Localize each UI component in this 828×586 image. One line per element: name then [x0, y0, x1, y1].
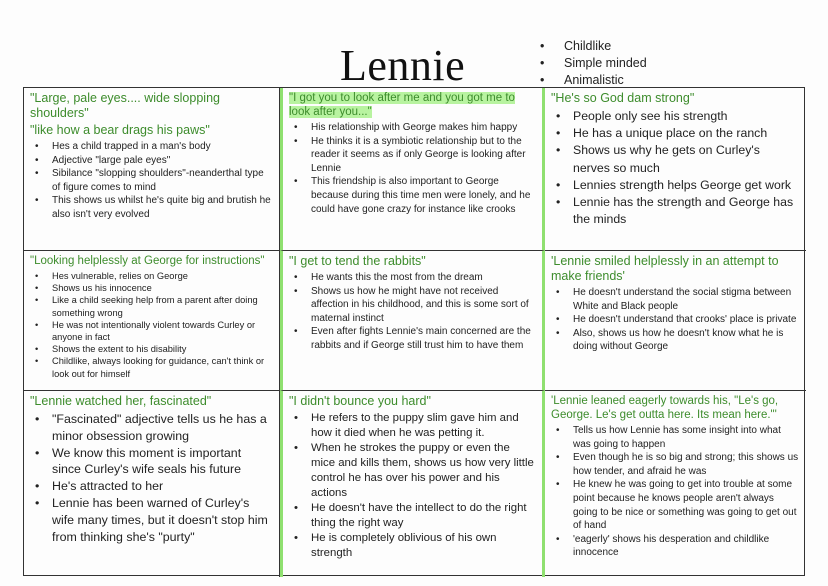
list-item: • Shows the extent to his disability [30, 343, 273, 355]
list-item: • We know this moment is important since Curley's wife seals his future [30, 445, 273, 479]
list-item: • Shows us how he might have not received affection in his childhood, and this is some sort of maternal instinct [289, 285, 536, 326]
list-item: • Lennies strength helps George get work [551, 177, 800, 194]
cell-relationship [280, 88, 545, 251]
list-item: • This friendship is also important to George because during this time men were lonely, and he could have gone crazy for instance like crooks [289, 175, 536, 216]
list-item: • Lennie has been warned of Curley's wife many times, but it doesn't stop him from thinking she's "purty" [30, 495, 273, 545]
list-item: • He has a unique place on the ranch [551, 125, 800, 142]
quote: "I didn't bounce you hard" [289, 394, 431, 408]
quote: "I get to tend the rabbits" [289, 254, 426, 268]
list-item: • He thinks it is a symbiotic relationship but to the reader it seems as if only George is looking after Lennie [289, 135, 536, 176]
list-item: • Hes a child trapped in a man's body [30, 140, 273, 154]
point-list [551, 424, 800, 560]
quote-text: "I got you to look after me and you got me to look after you..." [289, 92, 515, 118]
list-item: • Even though he is so big and strong; this shows us how tender, and afraid he was [551, 451, 800, 478]
list-item: • "Fascinated" adjective tells us he has a minor obsession growing [30, 411, 273, 445]
page-title: Lennie [340, 41, 466, 90]
point-list [30, 140, 273, 222]
quote: "Lennie watched her, fascinated" [30, 394, 212, 408]
list-item: • He was not intentionally violent towards Curley or anyone in fact [30, 319, 273, 343]
list-item: • He wants this the most from the dream [289, 271, 536, 285]
point-list [30, 270, 273, 380]
point-list [551, 108, 800, 228]
list-item: • Shows us why he gets on Curley's nerves so much [551, 142, 800, 176]
cell-appearance [24, 88, 280, 251]
point-list [289, 121, 536, 216]
list-item: • He is completely oblivious of his own strength [289, 531, 536, 561]
cell-rabbits [280, 251, 545, 391]
list-item: • Also, shows us how he doesn't know what he is doing without George [551, 327, 800, 354]
list-item: • Lennie has the strength and George has the minds [551, 194, 800, 228]
trait-item: • Childlike [540, 38, 647, 55]
list-item: • He doesn't have the intellect to do the right thing the right way [289, 501, 536, 531]
list-item: • Hes vulnerable, relies on George [30, 270, 273, 282]
quote: "Large, pale eyes.... wide slopping shoulders" [30, 91, 220, 120]
list-item: • His relationship with George makes him happy [289, 121, 536, 135]
list-item: • Adjective "large pale eyes" [30, 154, 273, 168]
quote: 'Lennie leaned eagerly towards his, "Le's go, George. Le's get outta here. Its mean here."' [551, 395, 779, 421]
quote: "like how a bear drags his paws" [30, 123, 210, 137]
notes-grid [23, 87, 805, 576]
list-item: • Even after fights Lennie's main concerned are the rabbits and if George still trust him to have them [289, 325, 536, 352]
list-item: • He refers to the puppy slim gave him and how it died when he was petting it. [289, 411, 536, 441]
cell-strength [545, 88, 806, 251]
trait-item: • Animalistic [540, 72, 647, 89]
list-item: • 'eagerly' shows his desperation and childlike innocence [551, 533, 800, 560]
quote [289, 91, 536, 119]
cell-friendship [545, 251, 806, 391]
cell-insight [545, 391, 806, 577]
quote: "He's so God dam strong" [551, 91, 695, 105]
list-item: • He knew he was going to get into trouble at some point because he knows people aren't always going to be nice or something was going to get out of hand [551, 478, 800, 532]
point-list [289, 411, 536, 561]
list-item: • People only see his strength [551, 108, 800, 125]
list-item: • Childlike, always looking for guidance, can't think or look out for himself [30, 355, 273, 379]
list-item: • This shows us whilst he's quite big and brutish he also isn't very evolved [30, 194, 273, 221]
list-item: • He's attracted to her [30, 478, 273, 495]
list-item: • He doesn't understand the social stigma between White and Black people [551, 286, 800, 313]
cell-fascination [24, 391, 280, 577]
point-list [551, 286, 800, 354]
quote: "Looking helplessly at George for instructions" [30, 255, 265, 267]
cell-helplessness [24, 251, 280, 391]
quote: 'Lennie smiled helplessly in an attempt to make friends' [551, 254, 779, 283]
cell-puppy [280, 391, 545, 577]
point-list [289, 271, 536, 353]
list-item: • He doesn't understand that crooks' place is private [551, 313, 800, 327]
list-item: • Like a child seeking help from a parent after doing something wrong [30, 294, 273, 318]
list-item: • Sibilance "slopping shoulders"-neanderthal type of figure comes to mind [30, 167, 273, 194]
trait-list [540, 38, 647, 89]
list-item: • When he strokes the puppy or even the mice and kills them, shows us how very little control he has over his power and his actions [289, 441, 536, 501]
list-item: • Tells us how Lennie has some insight into what was going to happen [551, 424, 800, 451]
trait-item: • Simple minded [540, 55, 647, 72]
list-item: • Shows us his innocence [30, 282, 273, 294]
point-list [30, 411, 273, 545]
